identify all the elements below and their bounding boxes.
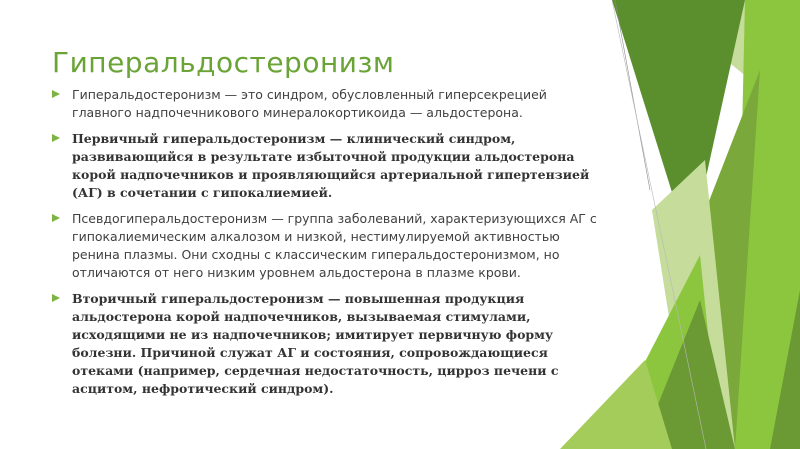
bullet-definition [52, 86, 597, 122]
bullet-pseudo [52, 210, 597, 282]
bullet-text: Вторичный гиперальдостеронизм — повышенная продукция альдостерона корой надпочечников, вызываемая стимулами, исходящими не из надпочечников; имитирует первичную форму болезни. Причиной служат АГ и состояния, сопровождающиеся отеками (например, сердечная недостаточность, цирроз печени с асцитом, нефротический синдром). [72, 291, 559, 396]
bullet-text: Гиперальдостеронизм — это синдром, обусловленный гиперсекрецией главного надпочечникового минералокортикоида — альдостерона. [72, 87, 547, 120]
slide-title: Гиперальдостеронизм [52, 46, 395, 79]
bullet-text: Первичный гиперальдостеронизм — клинический синдром, развивающийся в результате избыточной продукции альдостерона корой надпочечников и проявляющийся артериальной гипертензией (АГ) в сочетании с гипокалиемией. [72, 131, 590, 200]
bullet-arrow-icon [52, 294, 60, 302]
bullet-list [52, 86, 597, 406]
bullet-arrow-icon [52, 90, 60, 98]
bullet-text: Псевдогиперальдостеронизм — группа заболеваний, характеризующихся АГ с гипокалиемическим алкалозом и низкой, нестимулируемой активностью ренина плазмы. Они сходны с классическим гиперальдостеронизмом, но отличаются от него низким уровнем альдостерона в плазме крови. [72, 211, 597, 280]
bullet-primary [52, 130, 597, 202]
bullet-secondary [52, 290, 597, 398]
bullet-arrow-icon [52, 134, 60, 142]
bullet-arrow-icon [52, 214, 60, 222]
